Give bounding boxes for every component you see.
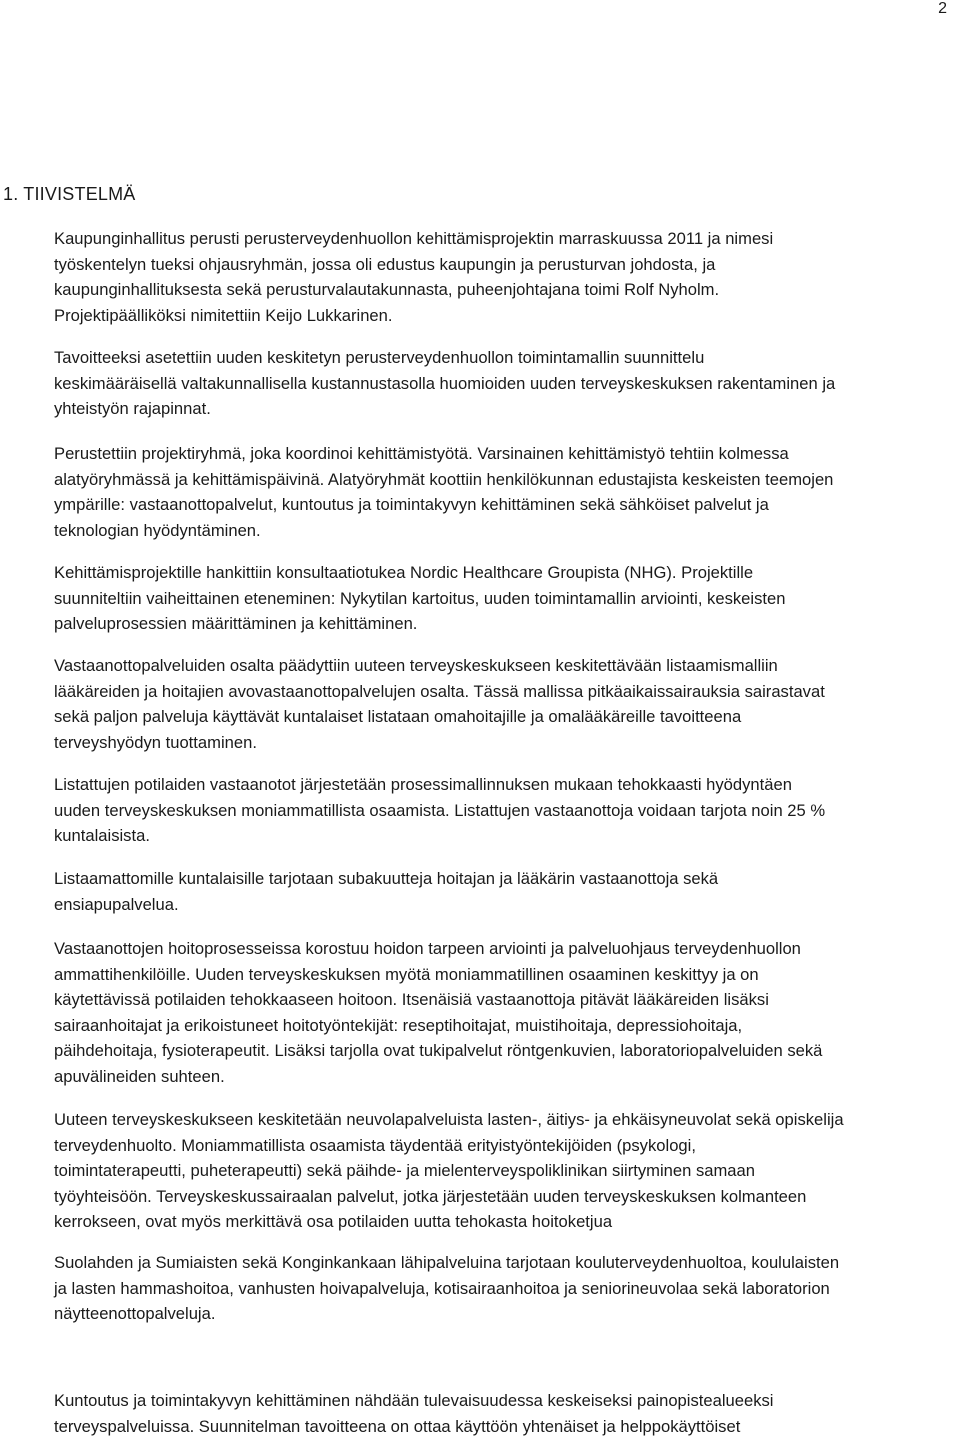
paragraph	[54, 1107, 954, 1235]
text-line: Vastaanottopalveluiden osalta päädyttiin uuteen terveyskeskukseen keskitettävään listaamismalliin	[54, 653, 954, 679]
paragraph	[54, 345, 954, 422]
text-line: ympärille: vastaanottopalvelut, kuntoutus ja toimintakyvyn kehittäminen sekä sähköiset palvelut ja	[54, 492, 954, 518]
text-line: Suolahden ja Sumiaisten sekä Konginkankaan lähipalveluina tarjotaan kouluterveydenhuoltoa, koululaisten	[54, 1250, 954, 1276]
text-line: yhteistyön rajapinnat.	[54, 396, 954, 422]
text-line: Vastaanottojen hoitoprosesseissa korostuu hoidon tarpeen arviointi ja palveluohjaus terveydenhuollon	[54, 936, 954, 962]
paragraph	[54, 441, 954, 543]
text-line: ensiapupalvelua.	[54, 892, 954, 918]
paragraph	[54, 866, 954, 917]
text-line: näytteenottopalveluja.	[54, 1301, 954, 1327]
text-line: sairaanhoitajat ja erikoistuneet hoitotyöntekijät: reseptihoitajat, muistihoitaja, depressiohoitaja,	[54, 1013, 954, 1039]
text-line: Projektipäälliköksi nimitettiin Keijo Lukkarinen.	[54, 303, 954, 329]
paragraph	[54, 1388, 954, 1439]
text-line: käytettävissä potilaiden tehokkaaseen hoitoon. Itsenäisiä vastaanottoja pitävät lääkäreiden lisäksi	[54, 987, 954, 1013]
text-line: työskentelyn tueksi ohjausryhmän, jossa oli edustus kaupungin ja perusturvan johdosta, ja	[54, 252, 954, 278]
text-line: palveluprosessien määrittäminen ja kehittäminen.	[54, 611, 954, 637]
text-line: terveyspalveluissa. Suunnitelman tavoitteena on ottaa käyttöön yhtenäiset ja helppokäyttöiset	[54, 1414, 954, 1439]
text-line: teknologian hyödyntäminen.	[54, 518, 954, 544]
text-line: Listaamattomille kuntalaisille tarjotaan subakuutteja hoitajan ja lääkärin vastaanottoja sekä	[54, 866, 954, 892]
paragraph	[54, 772, 954, 849]
text-line: Listattujen potilaiden vastaanotot järjestetään prosessimallinnuksen mukaan tehokkaasti hyödyntäen	[54, 772, 954, 798]
text-line: kuntalaisista.	[54, 823, 954, 849]
text-line: kerrokseen, ovat myös merkittävä osa potilaiden uutta tehokasta hoitoketjua	[54, 1209, 954, 1235]
text-line: lääkäreiden ja hoitajien avovastaanottopalvelujen osalta. Tässä mallissa pitkäaikaissairauksia sairastavat	[54, 679, 954, 705]
text-line: ja lasten hammashoitoa, vanhusten hoivapalveluja, kotisairaanhoitoa ja seniorineuvolaa sekä laboratorion	[54, 1276, 954, 1302]
text-line: terveydenhuolto. Moniammatillista osaamista täydentää erityistyöntekijöiden (psykologi,	[54, 1133, 954, 1159]
text-line: suunniteltiin vaiheittainen eteneminen: Nykytilan kartoitus, uuden toimintamallin arviointi, keskeisten	[54, 586, 954, 612]
paragraph	[54, 936, 954, 1089]
paragraph	[54, 226, 954, 328]
text-line: Kaupunginhallitus perusti perusterveydenhuollon kehittämisprojektin marraskuussa 2011 ja nimesi	[54, 226, 954, 252]
text-line: Uuteen terveyskeskukseen keskitetään neuvolapalveluista lasten-, äitiys- ja ehkäisyneuvolat sekä opiskelija	[54, 1107, 954, 1133]
text-line: toimintaterapeutti, puheterapeutti) sekä päihde- ja mielenterveyspoliklinikan siirtyminen samaan	[54, 1158, 954, 1184]
paragraph	[54, 560, 954, 637]
text-line: työyhteisöön. Terveyskeskussairaalan palvelut, jotka järjestetään uuden terveyskeskuksen kolmanteen	[54, 1184, 954, 1210]
text-line: Kuntoutus ja toimintakyvyn kehittäminen nähdään tulevaisuudessa keskeiseksi painopistealueeksi	[54, 1388, 954, 1414]
section-title: 1. TIIVISTELMÄ	[3, 183, 136, 205]
text-line: ammattihenkilöille. Uuden terveyskeskuksen myötä moniammatillinen osaaminen keskittyy ja on	[54, 962, 954, 988]
text-line: kaupunginhallituksesta sekä perusturvalautakunnasta, puheenjohtajana toimi Rolf Nyholm.	[54, 277, 954, 303]
text-line: Tavoitteeksi asetettiin uuden keskitetyn perusterveydenhuollon toimintamallin suunnittelu	[54, 345, 954, 371]
text-line: alatyöryhmässä ja kehittämispäivinä. Alatyöryhmät koottiin henkilökunnan edustajista keskeisten teemojen	[54, 467, 954, 493]
text-line: Perustettiin projektiryhmä, joka koordinoi kehittämistyötä. Varsinainen kehittämistyö tehtiin kolmessa	[54, 441, 954, 467]
paragraph	[54, 1250, 954, 1327]
text-line: keskimääräisellä valtakunnallisella kustannustasolla huomioiden uuden terveyskeskuksen rakentaminen ja	[54, 371, 954, 397]
page-number: 2	[938, 0, 947, 18]
text-line: terveyshyödyn tuottaminen.	[54, 730, 954, 756]
paragraph	[54, 653, 954, 755]
text-line: Kehittämisprojektille hankittiin konsultaatiotukea Nordic Healthcare Groupista (NHG). Projektille	[54, 560, 954, 586]
text-line: sekä paljon palveluja käyttävät kuntalaiset listataan omahoitajille ja omalääkäreille tavoitteena	[54, 704, 954, 730]
text-line: päihdehoitaja, fysioterapeutit. Lisäksi tarjolla ovat tukipalvelut röntgenkuvien, laboratoriopalveluiden sekä	[54, 1038, 954, 1064]
text-line: apuvälineiden suhteen.	[54, 1064, 954, 1090]
text-line: uuden terveyskeskuksen moniammatillista osaamista. Listattujen vastaanottoja voidaan tarjota noin 25 %	[54, 798, 954, 824]
